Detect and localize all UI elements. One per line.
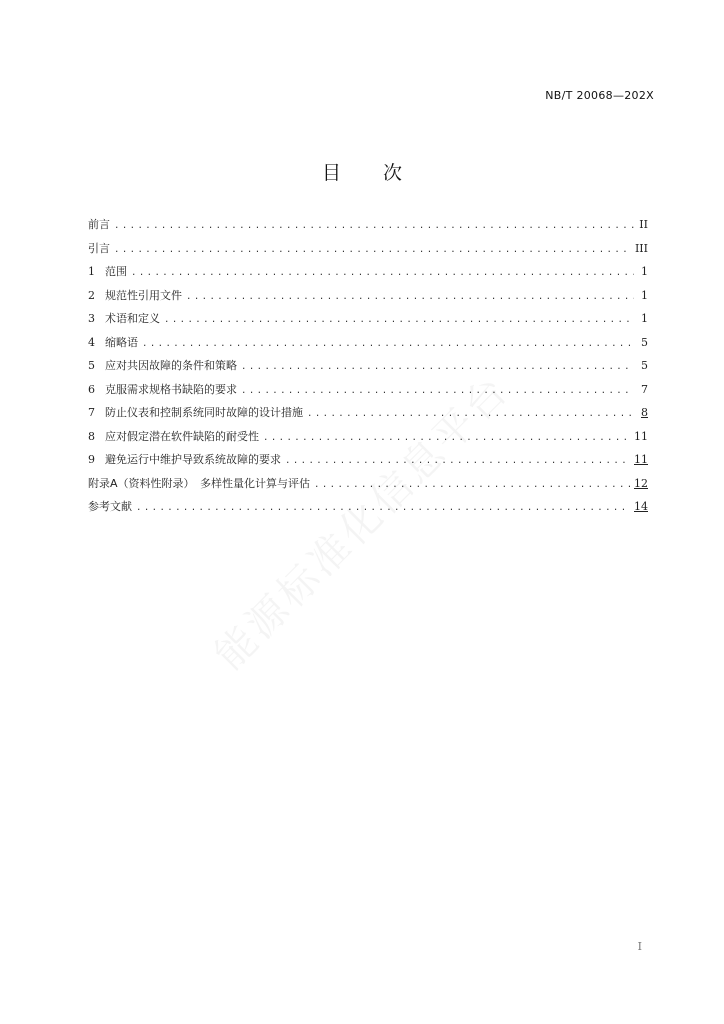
toc-leader-dots: [263, 433, 630, 443]
toc-entry-label: 附录A（资料性附录） 多样性量化计算与评估: [88, 476, 311, 490]
toc-entry-number: 2: [88, 288, 95, 302]
toc-entry-label: 缩略语: [105, 335, 138, 349]
toc-leader-dots: [164, 315, 634, 325]
toc-entry-page-link[interactable]: 14: [634, 500, 648, 513]
toc-entry-page-link[interactable]: 12: [634, 476, 648, 490]
toc-entry-label: 范围: [105, 265, 127, 278]
toc-entry-7[interactable]: [88, 404, 648, 428]
toc-entry-label: 规范性引用文件: [105, 288, 182, 302]
toc-entry-page: 7: [641, 382, 648, 396]
toc-leader-dots: [114, 245, 631, 255]
toc-entry-label: 参考文献: [88, 500, 132, 513]
toc-leader-dots: [285, 456, 630, 466]
toc-entry-label: 应对共因故障的条件和策略: [105, 359, 237, 372]
document-code: NB/T 20068—202X: [545, 89, 654, 102]
toc-entry-label: 应对假定潜在软件缺陷的耐受性: [105, 429, 259, 443]
toc-entry-number: 7: [88, 406, 95, 419]
toc-entry-references[interactable]: [88, 498, 648, 522]
toc-leader-dots: [307, 409, 634, 419]
toc-entry-label: 引言: [88, 241, 110, 255]
toc-entry-8[interactable]: [88, 428, 648, 452]
toc-entry-page: 1: [641, 288, 648, 302]
toc-entry-9[interactable]: [88, 451, 648, 475]
toc-entry-3[interactable]: [88, 310, 648, 334]
toc-title: 目 次: [321, 162, 421, 184]
toc-entry-page: III: [634, 241, 648, 255]
toc-entry-number: 8: [88, 429, 95, 443]
toc-entry-label: 术语和定义: [105, 312, 160, 325]
toc-entry-introduction[interactable]: [88, 240, 648, 264]
toc-entry-page: 5: [641, 335, 648, 349]
toc-leader-dots: [186, 292, 634, 302]
toc-leader-dots: [314, 480, 630, 490]
toc-entry-5[interactable]: [88, 357, 648, 381]
toc-entry-page-link[interactable]: 8: [641, 406, 648, 419]
toc-entry-label: 克服需求规格书缺陷的要求: [105, 382, 237, 396]
toc-leader-dots: [241, 362, 634, 372]
toc-entry-page: II: [639, 218, 648, 231]
toc-entry-6[interactable]: [88, 381, 648, 405]
toc-leader-dots: [142, 339, 634, 349]
page-number: I: [637, 940, 642, 953]
toc-entry-number: 6: [88, 382, 95, 396]
toc-entry-appendix-a[interactable]: [88, 475, 648, 499]
toc-entry-page-link[interactable]: 11: [634, 453, 648, 466]
toc-leader-dots: [136, 503, 630, 513]
toc-entry-preface[interactable]: [88, 216, 648, 240]
toc-entry-number: 1: [88, 265, 95, 278]
toc-entry-number: 5: [88, 359, 95, 372]
toc-entry-label: 避免运行中维护导致系统故障的要求: [105, 453, 281, 466]
toc-entry-label: 前言: [88, 218, 110, 231]
toc-leader-dots: [114, 221, 634, 231]
toc-entry-page: 11: [634, 429, 648, 443]
toc-leader-dots: [131, 268, 634, 278]
toc-leader-dots: [241, 386, 634, 396]
toc-entry-number: 3: [88, 312, 95, 325]
toc-entry-page: 5: [641, 359, 648, 372]
toc-entry-2[interactable]: [88, 287, 648, 311]
toc-entry-1[interactable]: [88, 263, 648, 287]
toc-entry-4[interactable]: [88, 334, 648, 358]
table-of-contents: [88, 216, 648, 522]
toc-entry-number: 9: [88, 453, 95, 466]
toc-entry-number: 4: [88, 335, 95, 349]
toc-entry-page: 1: [641, 312, 648, 325]
toc-entry-label: 防止仪表和控制系统同时故障的设计措施: [105, 406, 303, 419]
toc-entry-page: 1: [641, 265, 648, 278]
